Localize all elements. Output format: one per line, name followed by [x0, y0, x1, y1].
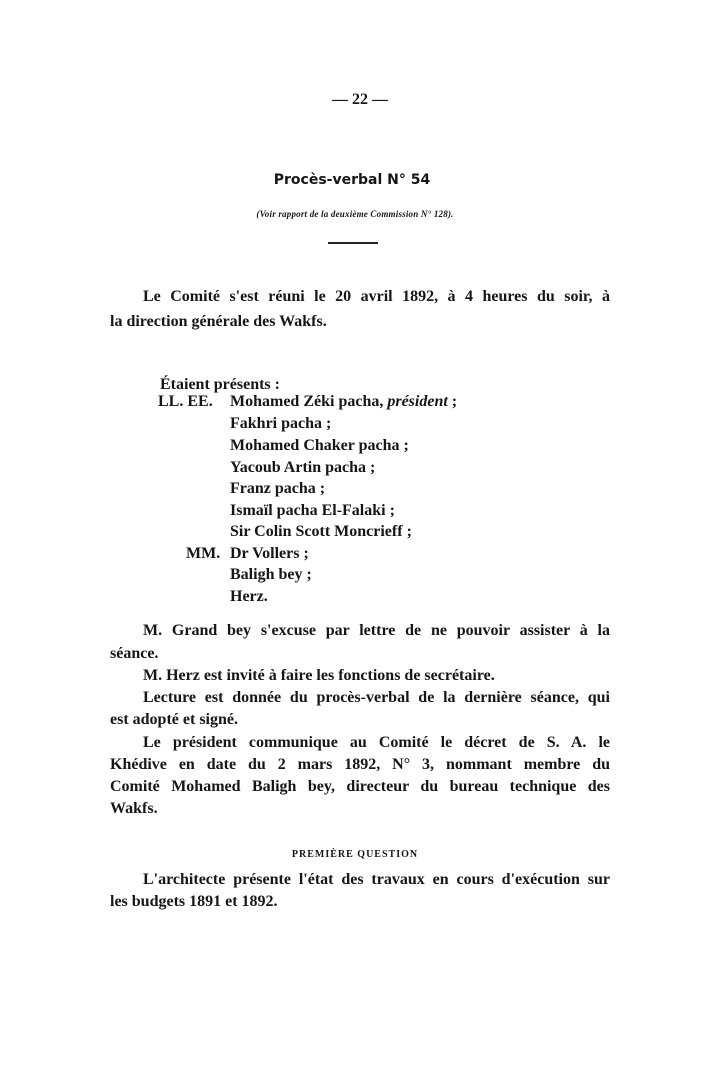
section-heading: PREMIÈRE QUESTION — [291, 849, 419, 860]
group-title: LL. EE. — [158, 393, 213, 410]
body-line: Le président communique au Comité le décret de S. A. le — [143, 734, 610, 751]
attendee: Mohamed Chaker pacha ; — [230, 437, 409, 454]
section-line: L'architecte présente l'état des travaux en cours d'exécution sur — [143, 871, 610, 888]
body-line: Khédive en date du 2 mars 1892, N° 3, nommant membre du — [110, 756, 610, 773]
divider — [328, 242, 378, 244]
subtitle: (Voir rapport de la deuxième Commission N° 128). — [256, 209, 454, 219]
page-number: — 22 — — [332, 91, 388, 108]
intro-line: la direction générale des Wakfs. — [110, 313, 327, 330]
role: président — [387, 393, 448, 410]
attendee — [230, 392, 457, 412]
intro-line: Le Comité s'est réuni le 20 avril 1892, à 4 heures du soir, à — [143, 288, 610, 305]
attendee: Yacoub Artin pacha ; — [230, 459, 376, 476]
body-line: séance. — [110, 645, 159, 662]
attendee: Sir Colin Scott Moncrieff ; — [230, 523, 412, 540]
body-line: Lecture est donnée du procès-verbal de la dernière séance, qui — [143, 689, 610, 706]
attendee: Baligh bey ; — [230, 566, 312, 583]
attendee: Dr Vollers ; — [230, 545, 309, 562]
body-line: est adopté et signé. — [110, 711, 238, 728]
body-line: Comité Mohamed Baligh bey, directeur du bureau technique des — [110, 778, 610, 795]
attendee: Ismaïl pacha El-Falaki ; — [230, 502, 395, 519]
body-line: Wakfs. — [110, 800, 158, 817]
attendee: Herz. — [230, 588, 268, 605]
punct: ; — [447, 393, 458, 410]
body-line: M. Herz est invité à faire les fonctions de secrétaire. — [143, 667, 495, 684]
present-label: Étaient présents : — [160, 376, 280, 393]
attendee-name: Mohamed Zéki pacha, — [230, 393, 384, 410]
attendee: Franz pacha ; — [230, 480, 326, 497]
body-line: M. Grand bey s'excuse par lettre de ne pouvoir assister à la — [143, 622, 610, 639]
group-title: MM. — [186, 545, 221, 562]
page-title: Procès-verbal N° 54 — [273, 172, 431, 188]
attendee: Fakhri pacha ; — [230, 415, 332, 432]
section-line: les budgets 1891 et 1892. — [110, 893, 278, 910]
